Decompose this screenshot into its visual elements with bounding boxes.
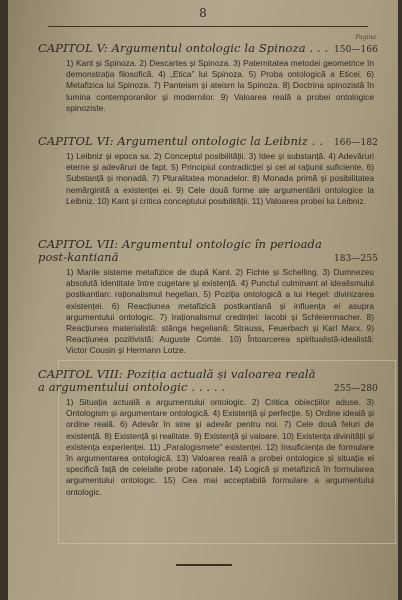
chapter-6-title: Argumentul ontologic la Leibniz [117, 134, 308, 148]
chapter-6-contents: 1) Leibniz și epoca sa. 2) Conceptul posibilității. 3) Idee și substanță. 4) Adevăruri eterne și adevăruri de fapt. 5) Principiul contradicției și cel al rațiunii suficiente. 6) Substanță și monadă. 7) Pluralitatea monadelor. 8) Monada primă și posibilitatea nemărginită a existenței ei. 9) Cele două forme ale argumentării ontologice la Leibniz. 10) Kant și critica conceptului posibilității. 11) Valoarea probei lui Leibniz. [66, 151, 374, 206]
chapter-7-contents: 1) Marile sisteme metafizice de după Kant. 2) Fichte și Schelling. 3) Dumnezeu absolută identitate între cugetare și existență. 4) Punctul culminant al idealismului postkantian: raționalismul hegelian. 5) Poziția ontologică a lui Hegel: divinizarea existenței. 6) Reacțiunea metafizică postkantiană și influența ei asupra argumentului ontologic. 7) Iraționalismul credinței: Iacobi și Schleiermacher. 8) Reacțiunea materialistă: stânga hegeliană: Strauss, Feuerbach și Karl Marx. 9) Reacțiunea pozitivistă: Auguste Comte. 10) Întoarcerea spiritualistă-idealistă: Victor Cousin și Hermann Lotze. [66, 267, 374, 356]
chapter-5-label: CAPITOL V: [38, 41, 108, 55]
pagina-label: Pagina [355, 34, 376, 41]
chapter-7-label: CAPITOL VII: [38, 237, 119, 251]
chapter-6-dots: . . [311, 134, 323, 148]
chapter-8-contents: 1) Situația actuală a argumentului ontologic. 2) Critica obiecțiilor aduse. 3) Ontologism și argumentare ontologică. 4) Existență și perfecție. 5) Ordine ideală și ordine reală. 6) Adevăr în sine și adevăr pentru noi. 7) Cele două feluri de existență. 8) Existență și realitate. 9) Existență și valoare. 10) Existența divinității și existența experienței. 11) „Paralogismele” existenței. 12) Insuficiența de formulare în argumentarea ontologică. 13) Valoarea reală a probei ontologice și situația ei specifică față de celelalte probe raționale. 14) Logică și metafizică în formularea argumentului ontologic. 15) Cea mai acceptabilă formulare a argumentului ontologic. [66, 397, 374, 497]
book-page [8, 0, 398, 600]
chapter-7-heading [38, 238, 378, 264]
chapter-8-dots: . . . . . [191, 380, 226, 394]
chapter-5-contents: 1) Kant și Spinoza. 2) Descartes și Spinoza. 3) Paternitatea metodei geometrice în demonstrația filosofică. 4) „Etica” lui Spinoza. 5) Proba ontologică a Eticei. 6) Metafizica lui Spinoza. 7) Panteism și ateism la Spinoza. 8) Doctrina spinozistă în lumina contemporanilor și modernilor. 9) Valoarea reală a probei ontologice spinoziste. [66, 58, 374, 113]
chapter-8-pages: 255—280 [333, 384, 378, 394]
closing-rule [176, 564, 232, 566]
chapter-6 [38, 135, 378, 207]
chapter-7-pages: 183—255 [333, 254, 378, 264]
chapter-7-title: Argumentul ontologic în perioada post-kantiană [38, 237, 322, 264]
chapter-6-heading [38, 135, 378, 148]
chapter-8-label: CAPITOL VIII: [38, 367, 123, 381]
chapter-5-dots: . . . [309, 41, 329, 55]
chapter-7 [38, 238, 378, 357]
chapter-8-title: Poziția actuală și valoarea reală a argumentului ontologic [38, 367, 316, 394]
chapter-5-pages: 150—166 [333, 45, 378, 55]
top-rule [48, 26, 368, 27]
chapter-5-heading [38, 42, 378, 55]
chapter-8 [38, 368, 378, 498]
chapter-5-title: Argumentul ontologic la Spinoza [111, 41, 306, 55]
chapter-8-heading [38, 368, 378, 394]
page-number: 8 [199, 6, 207, 20]
chapter-5 [38, 42, 378, 114]
chapter-6-label: CAPITOL VI: [38, 134, 114, 148]
chapter-6-pages: 166—182 [333, 138, 378, 148]
